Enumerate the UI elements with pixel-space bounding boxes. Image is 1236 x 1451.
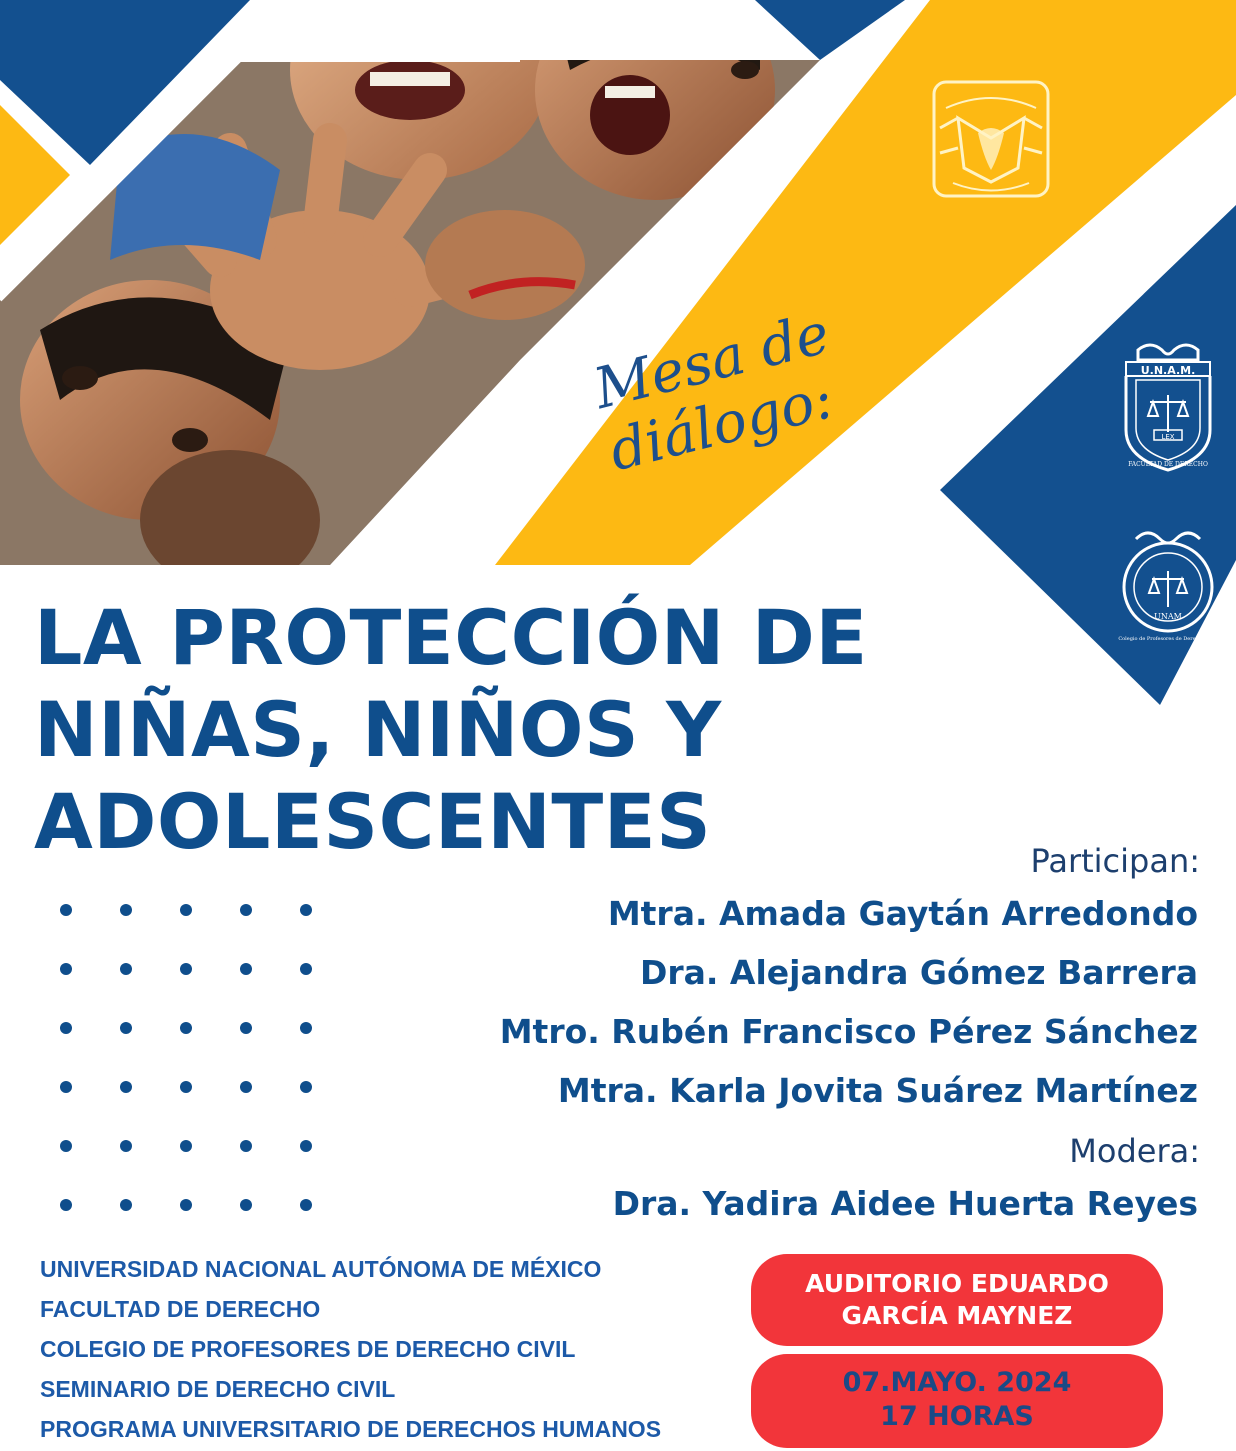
organizer-2: FACULTAD DE DERECHO — [40, 1296, 321, 1322]
unam-seal-icon — [928, 78, 1054, 200]
decorative-dot — [60, 904, 72, 916]
decorative-dot — [240, 1199, 252, 1211]
decorative-dot — [120, 963, 132, 975]
decorative-dot — [300, 963, 312, 975]
participant-name-1: Mtra. Amada Gaytán Arredondo — [607, 894, 1198, 933]
svg-text:FACULTAD DE DERECHO: FACULTAD DE DERECHO — [1128, 461, 1208, 468]
event-time: 17 HORAS — [880, 1401, 1034, 1432]
headline-line-1: LA PROTECCIÓN DE — [34, 593, 868, 682]
svg-text:Colegio de Profesores de Derec: Colegio de Profesores de Derecho Civil — [1118, 636, 1218, 642]
decorative-dot — [180, 1022, 192, 1034]
decorative-dot — [300, 1199, 312, 1211]
event-type-subtitle: Mesa de diálogo: — [587, 301, 840, 485]
decorative-dot — [60, 1199, 72, 1211]
decorative-dot — [180, 904, 192, 916]
venue-badge — [751, 1254, 1163, 1346]
decorative-dot — [60, 963, 72, 975]
decorative-dot — [240, 1081, 252, 1093]
svg-text:LEX: LEX — [1161, 433, 1175, 441]
decorative-dot — [300, 904, 312, 916]
facultad-derecho-badge-icon — [1118, 340, 1218, 475]
participant-name-3: Mtro. Rubén Francisco Pérez Sánchez — [499, 1012, 1198, 1051]
colegio-profesores-badge-icon — [1118, 525, 1218, 643]
moderator-name: Dra. Yadira Aidee Huerta Reyes — [612, 1184, 1198, 1223]
participant-name-2: Dra. Alejandra Gómez Barrera — [639, 953, 1198, 992]
participant-name-4: Mtra. Karla Jovita Suárez Martínez — [557, 1071, 1198, 1110]
decorative-dot — [240, 963, 252, 975]
decorative-dot — [60, 1140, 72, 1152]
decorative-dot — [120, 904, 132, 916]
dot-grid-decoration — [60, 904, 320, 1224]
date-badge — [751, 1354, 1163, 1448]
decorative-dot — [60, 1022, 72, 1034]
decorative-dot — [180, 1199, 192, 1211]
decorative-dot — [120, 1199, 132, 1211]
organizer-3: COLEGIO DE PROFESORES DE DERECHO CIVIL — [40, 1336, 576, 1362]
organizer-5: PROGRAMA UNIVERSITARIO DE DERECHOS HUMANOS — [40, 1416, 662, 1442]
decorative-dot — [180, 963, 192, 975]
organizer-1: UNIVERSIDAD NACIONAL AUTÓNOMA DE MÉXICO — [40, 1256, 602, 1282]
decorative-dot — [300, 1140, 312, 1152]
venue-line-1: AUDITORIO EDUARDO — [805, 1269, 1109, 1298]
venue-line-2: GARCÍA MAYNEZ — [841, 1301, 1073, 1330]
organizer-4: SEMINARIO DE DERECHO CIVIL — [40, 1376, 396, 1402]
headline-line-3: ADOLESCENTES — [34, 777, 712, 866]
decorative-dot — [120, 1081, 132, 1093]
svg-text:UNAM: UNAM — [1154, 612, 1182, 621]
decorative-dot — [240, 1140, 252, 1152]
decorative-dot — [240, 904, 252, 916]
decorative-dot — [60, 1081, 72, 1093]
decorative-dot — [180, 1140, 192, 1152]
headline — [34, 592, 934, 868]
headline-line-2: NIÑAS, NIÑOS Y — [34, 685, 722, 774]
decorative-dot — [120, 1022, 132, 1034]
decorative-dot — [300, 1022, 312, 1034]
decorative-dot — [240, 1022, 252, 1034]
decorative-dot — [300, 1081, 312, 1093]
event-date: 07.MAYO. 2024 — [842, 1367, 1072, 1398]
decorative-dot — [180, 1081, 192, 1093]
svg-text:U.N.A.M.: U.N.A.M. — [1140, 364, 1196, 377]
moderator-label: Modera: — [1069, 1132, 1200, 1170]
participants-label: Participan: — [1030, 842, 1200, 880]
blue-shape-top — [755, 0, 905, 60]
decorative-dot — [120, 1140, 132, 1152]
